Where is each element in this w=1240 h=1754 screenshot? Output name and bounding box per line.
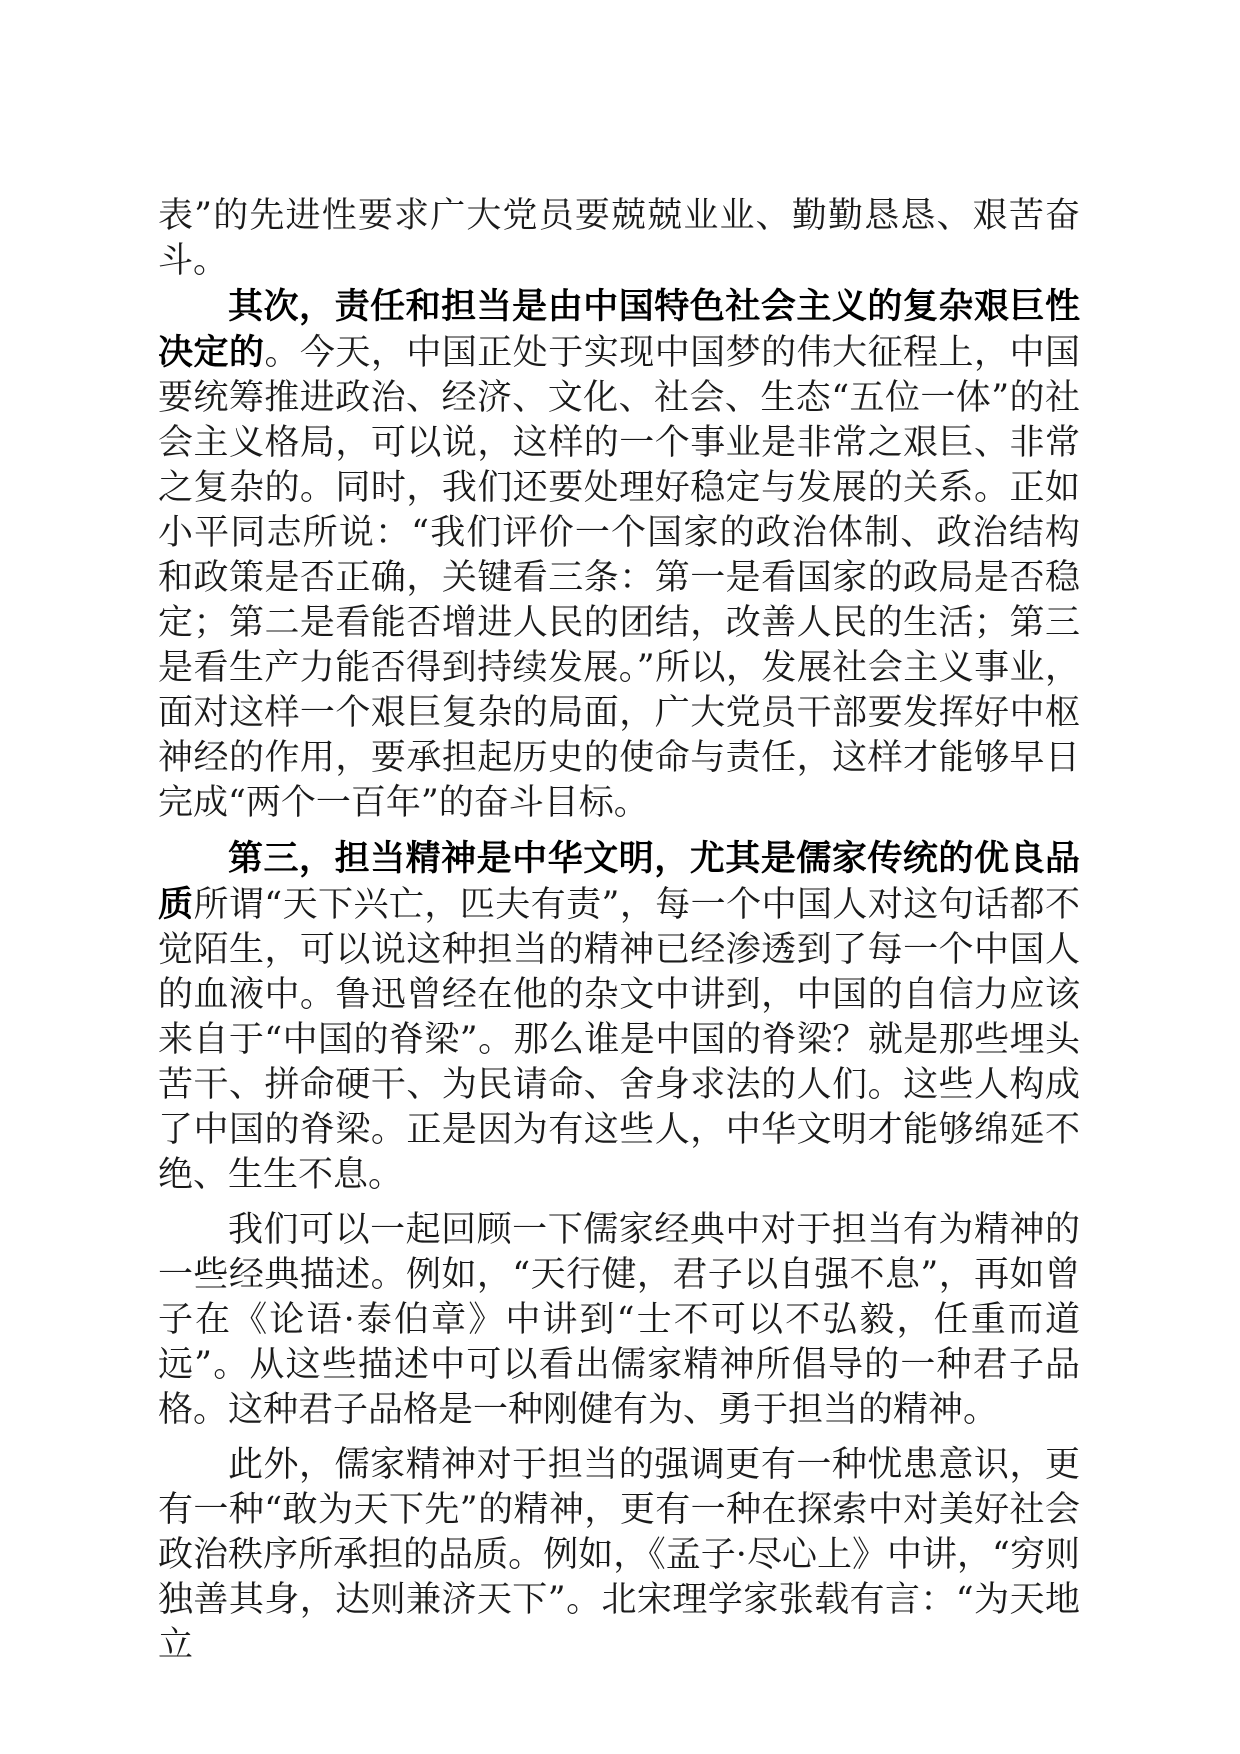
paragraph-text: 所谓“天下兴亡，匹夫有责”，每一个中国人对这句话都不觉陌生，可以说这种担当的精神已经渗透到了每一个中国人的血液中。鲁迅曾经在他的杂文中讲到，中国的自信力应该来自于“中国的脊梁”。那么谁是中国的脊梁？就是那些埋头苦干、拼命硬干、为民请命、舍身求法的人们。这些人构成了中国的脊梁。正是因为有这些人，中华文明才能够绵延不绝、生生不息。 — [158, 885, 1080, 1195]
paragraph-confucian-spirit — [158, 1443, 1080, 1668]
paragraph-second-point — [158, 284, 1080, 826]
paragraph-text: 此外，儒家精神对于担当的强调更有一种忧患意识，更有一种“敢为天下先”的精神，更有一种在探索中对美好社会政治秩序所承担的品质。例如，《孟子·尽心上》中讲，“穷则独善其身，达则兼济天下”。北宋理学家张载有言：“为天地立 — [158, 1445, 1080, 1665]
paragraph-heading: 第三，担当精神是中华文明，尤其是儒家传统的优良品质 — [158, 838, 1080, 925]
paragraph-continuation — [158, 194, 1080, 284]
paragraph-text: 我们可以一起回顾一下儒家经典中对于担当有为精神的一些经典描述。例如，“天行健，君子以自强不息”，再如曾子在《论语·泰伯章》中讲到“士不可以不弘毅，任重而道远”。从这些描述中可以看出儒家精神所倡导的一种君子品格。这种君子品格是一种刚健有为、勇于担当的精神。 — [158, 1210, 1080, 1430]
body-text — [158, 194, 1080, 1668]
paragraph-heading: 其次，责任和担当是由中国特色社会主义的复杂艰巨性决定的 — [158, 286, 1080, 373]
paragraph-text: 。今天，中国正处于实现中国梦的伟大征程上，中国要统筹推进政治、经济、文化、社会、生态“五位一体”的社会主义格局，可以说，这样的一个事业是非常之艰巨、非常之复杂的。同时，我们还要处理好稳定与发展的关系。正如小平同志所说：“我们评价一个国家的政治体制、政治结构和政策是否正确，关键看三条：第一是看国家的政局是否稳定；第二是看能否增进人民的团结，改善人民的生活；第三是看生产力能否得到持续发展。”所以，发展社会主义事业，面对这样一个艰巨复杂的局面，广大党员干部要发挥好中枢神经的作用，要承担起历史的使命与责任，这样才能够早日完成“两个一百年”的奋斗目标。 — [158, 333, 1080, 823]
paragraph-third-point — [158, 836, 1080, 1198]
paragraph-text: 表”的先进性要求广大党员要兢兢业业、勤勤恳恳、艰苦奋斗。 — [158, 196, 1080, 281]
paragraph-confucian-classics — [158, 1208, 1080, 1433]
